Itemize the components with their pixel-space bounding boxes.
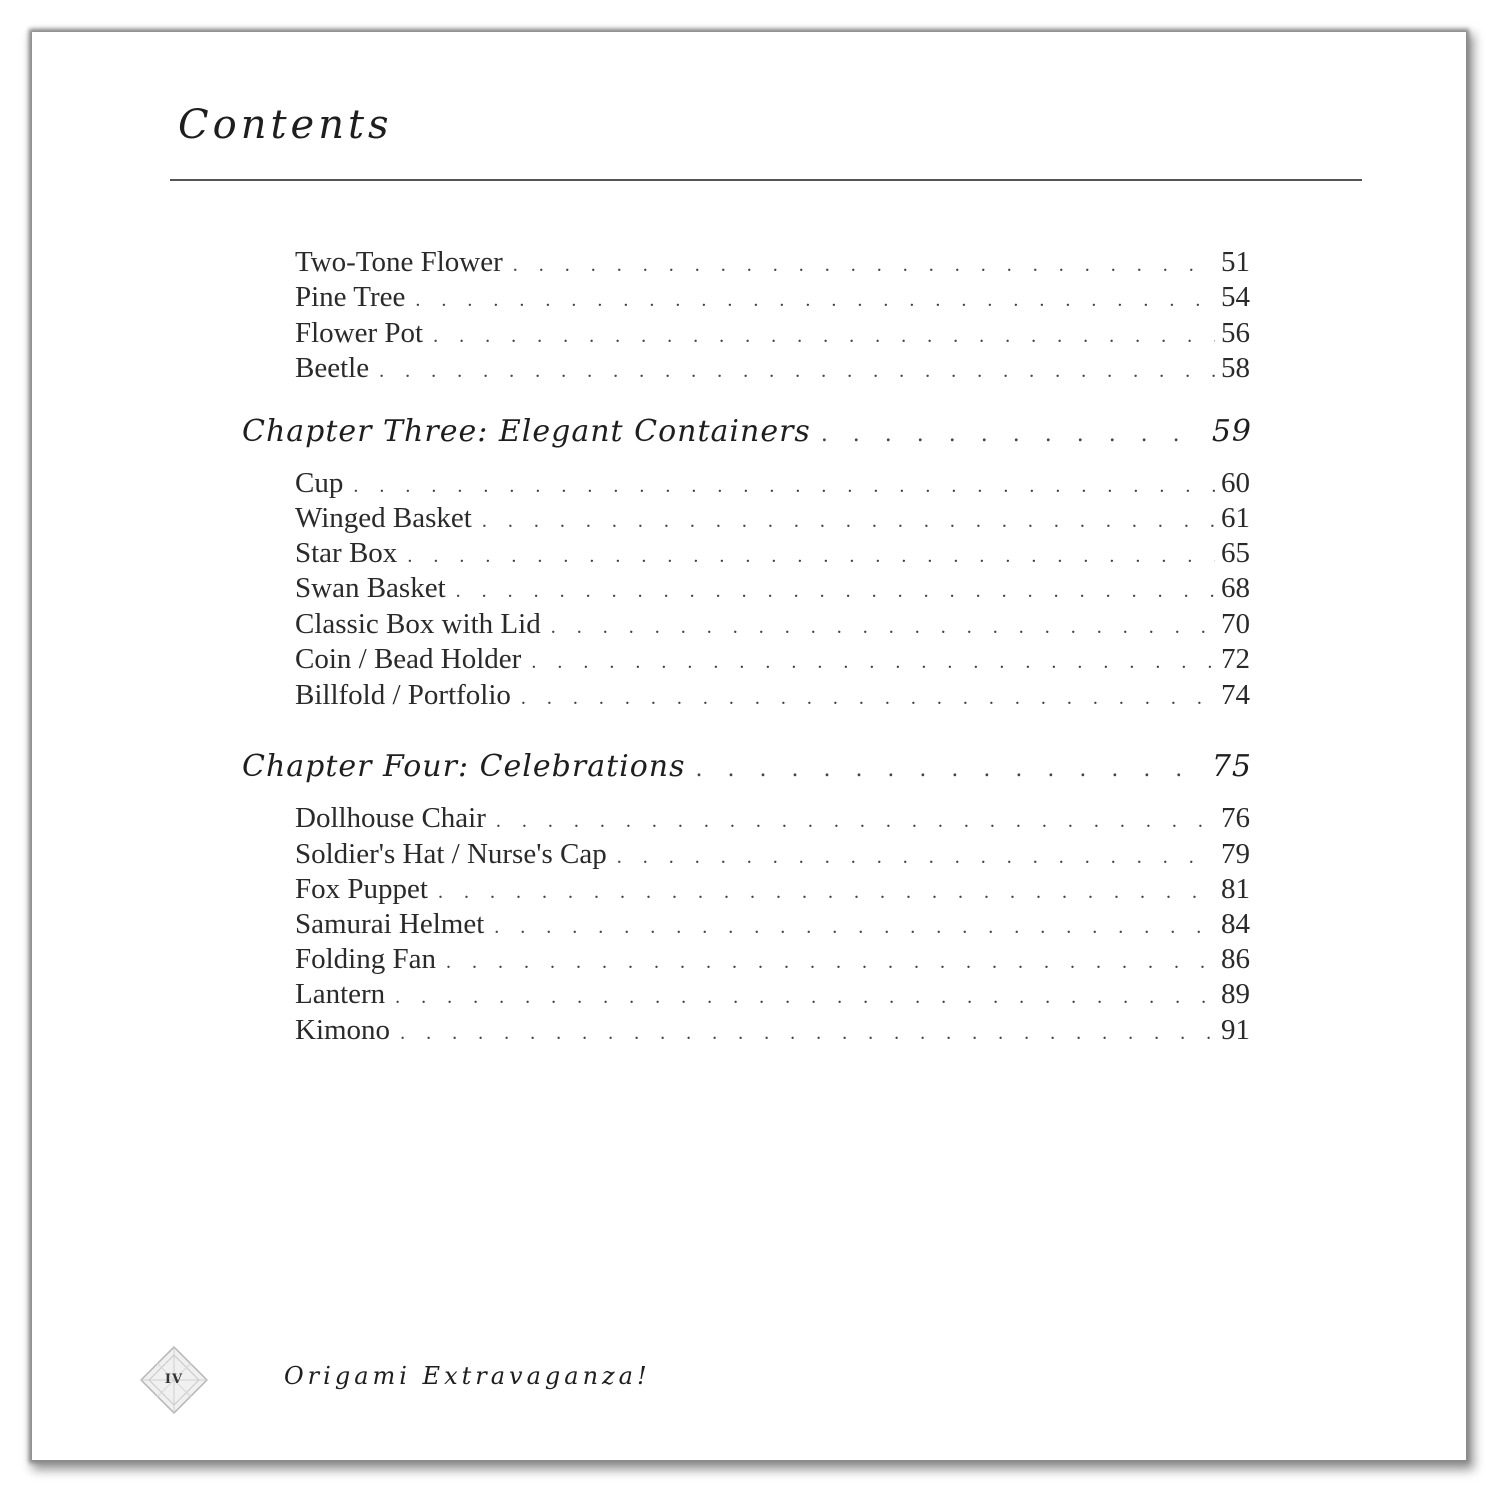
toc-entry-page: 91	[1221, 1014, 1250, 1046]
toc-entry-title: Folding Fan	[295, 943, 436, 975]
toc-entry-title: Two-Tone Flower	[295, 246, 503, 278]
toc-entry[interactable]	[295, 679, 1250, 712]
toc-entry-page: 72	[1221, 643, 1250, 675]
chapter-page: 75	[1211, 749, 1252, 784]
toc-entry[interactable]	[295, 608, 1250, 641]
toc-entry[interactable]	[295, 467, 1250, 500]
book-title: Origami Extravaganza!	[284, 1362, 651, 1390]
toc-entry-page: 60	[1221, 467, 1250, 499]
toc-entry-title: Dollhouse Chair	[295, 802, 486, 834]
toc-chapter-heading[interactable]	[242, 749, 1252, 784]
toc-entry-title: Samurai Helmet	[295, 908, 485, 940]
toc-entry-page: 84	[1221, 908, 1250, 940]
dot-leader	[438, 881, 1215, 904]
dot-leader	[521, 687, 1215, 710]
toc-entry-page: 74	[1221, 679, 1250, 711]
toc-entry-page: 79	[1221, 838, 1250, 870]
dot-leader	[407, 545, 1215, 568]
toc-entry-title: Pine Tree	[295, 281, 406, 313]
toc-entry-title: Kimono	[295, 1014, 391, 1046]
dot-leader	[400, 1022, 1215, 1045]
toc-entry[interactable]	[295, 352, 1250, 385]
toc-entry-title: Cup	[295, 467, 344, 499]
toc-entry[interactable]	[295, 908, 1250, 941]
dot-leader	[433, 325, 1215, 348]
toc-entry[interactable]	[295, 943, 1250, 976]
toc-entry-page: 65	[1221, 537, 1250, 569]
dot-leader	[353, 475, 1215, 498]
toc-entry-page: 61	[1221, 502, 1250, 534]
dot-leader	[446, 951, 1215, 974]
toc-entry-title: Flower Pot	[295, 317, 424, 349]
dot-leader	[482, 510, 1215, 533]
toc-entry[interactable]	[295, 537, 1250, 570]
toc-entry[interactable]	[295, 502, 1250, 535]
dot-leader	[551, 616, 1215, 639]
toc-entry[interactable]	[295, 838, 1250, 871]
page-title: Contents	[178, 102, 393, 148]
toc-entry-page: 68	[1221, 572, 1250, 604]
dot-leader	[395, 986, 1215, 1009]
toc-entry-page: 89	[1221, 978, 1250, 1010]
dot-leader	[531, 651, 1215, 674]
toc-entry-title: Fox Puppet	[295, 873, 428, 905]
page-number: IV	[164, 1372, 184, 1387]
toc-entry-title: Beetle	[295, 352, 370, 384]
toc-entry-title: Coin / Bead Holder	[295, 643, 522, 675]
toc-entry-page: 51	[1221, 246, 1250, 278]
toc-entry-title: Winged Basket	[295, 502, 472, 534]
dot-leader	[696, 757, 1206, 782]
dot-leader	[496, 810, 1215, 833]
toc-entry[interactable]	[295, 643, 1250, 676]
toc-entry-title: Lantern	[295, 978, 386, 1010]
dot-leader	[379, 360, 1215, 383]
dot-leader	[494, 916, 1215, 939]
dot-leader	[617, 846, 1215, 869]
dot-leader	[456, 580, 1215, 603]
chapter-page: 59	[1211, 414, 1252, 449]
toc-entry-page: 70	[1221, 608, 1250, 640]
title-divider	[170, 179, 1362, 181]
book-page	[32, 32, 1466, 1460]
dot-leader	[415, 289, 1215, 312]
toc-entry-page: 56	[1221, 317, 1250, 349]
dot-leader	[821, 422, 1206, 447]
toc-entry-page: 81	[1221, 873, 1250, 905]
toc-entry[interactable]	[295, 572, 1250, 605]
toc-entry-title: Classic Box with Lid	[295, 608, 541, 640]
chapter-title: Chapter Four: Celebrations	[242, 749, 686, 784]
toc-entry-page: 58	[1221, 352, 1250, 384]
chapter-title: Chapter Three: Elegant Containers	[242, 414, 811, 449]
toc-entry-page: 76	[1221, 802, 1250, 834]
toc-entry-page: 54	[1221, 281, 1250, 313]
toc-entry-title: Soldier's Hat / Nurse's Cap	[295, 838, 607, 870]
toc-entry-title: Billfold / Portfolio	[295, 679, 511, 711]
toc-entry[interactable]	[295, 246, 1250, 279]
toc-entry[interactable]	[295, 1014, 1250, 1047]
toc-entry[interactable]	[295, 802, 1250, 835]
toc-entry[interactable]	[295, 317, 1250, 350]
dot-leader	[513, 254, 1215, 277]
toc-chapter-heading[interactable]	[242, 414, 1252, 449]
toc-entry[interactable]	[295, 873, 1250, 906]
toc-entry-page: 86	[1221, 943, 1250, 975]
toc-entry-title: Swan Basket	[295, 572, 446, 604]
toc-entry[interactable]	[295, 281, 1250, 314]
toc-entry[interactable]	[295, 978, 1250, 1011]
toc-entry-title: Star Box	[295, 537, 398, 569]
